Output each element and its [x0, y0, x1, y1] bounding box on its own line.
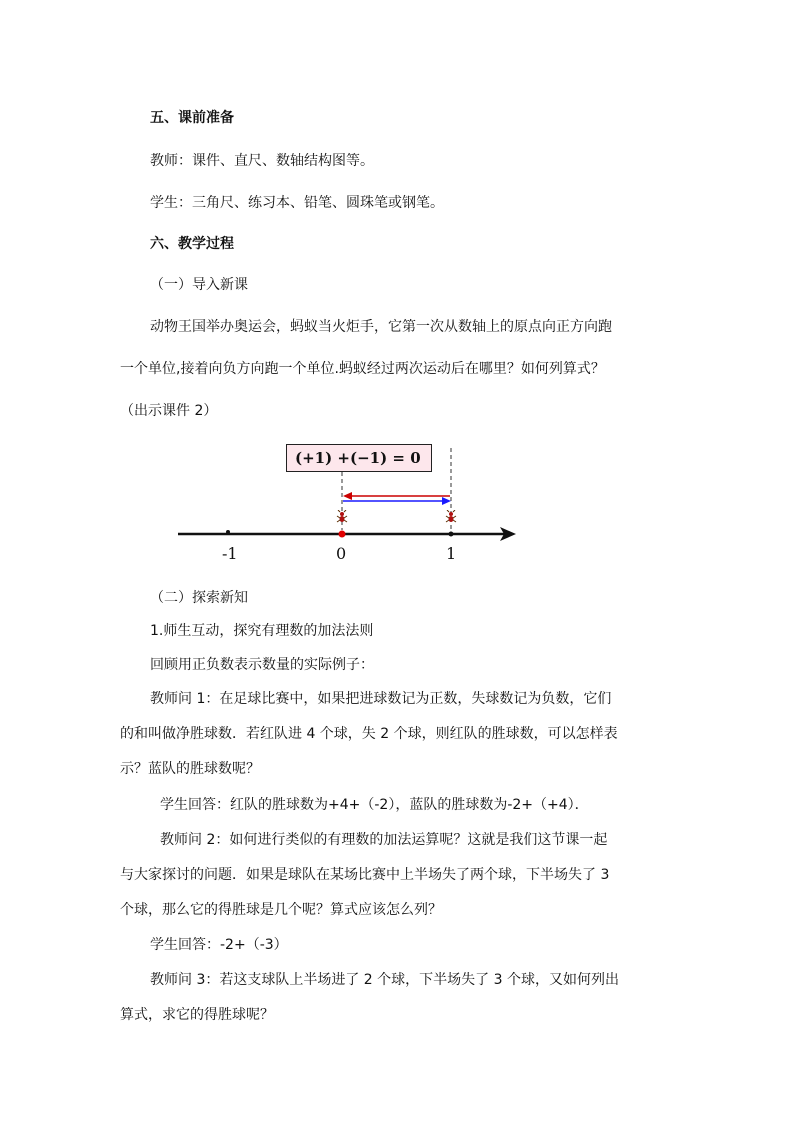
number-line-figure [170, 440, 530, 570]
question-1-line2: 的和叫做净胜球数．若红队进 4 个球，失 2 个球，则红队的胜球数，可以怎样表 [120, 726, 618, 742]
question-3-line1: 教师问 3：若这支球队上半场进了 2 个球，下半场失了 3 个球，又如何列出 [150, 972, 619, 988]
answer-1: 学生回答：红队的胜球数为+4+（-2），蓝队的胜球数为-2+（+4）． [160, 797, 589, 813]
answer-2: 学生回答：-2+（-3） [150, 937, 288, 953]
review-line: 回顾用正负数表示数量的实际例子： [150, 657, 374, 673]
equation-box: (+1) +(−1) = 0 [286, 444, 432, 472]
section5-heading: 五、课前准备 [150, 110, 234, 126]
ant-icon [335, 510, 349, 524]
red-arrow-head [343, 492, 352, 500]
question-2-line3: 个球，那么它的得胜球是几个呢？算式应该怎么列？ [120, 902, 442, 918]
question-1-line1: 教师问 1：在足球比赛中，如果把进球数记为正数，失球数记为负数，它们 [150, 691, 612, 707]
intro-paragraph-line1: 动物王国举办奥运会，蚂蚁当火炬手，它第一次从数轴上的原点向正方向跑 [150, 319, 612, 335]
ant-icon [444, 510, 458, 524]
intro-paragraph-line3: （出示课件 2） [120, 403, 218, 419]
teacher-prep: 教师：课件、直尺、数轴结构图等。 [150, 153, 374, 169]
student-prep: 学生：三角尺、练习本、铅笔、圆珠笔或钢笔。 [150, 195, 444, 211]
section6-heading: 六、教学过程 [150, 236, 234, 252]
item-1-heading: 1.师生互动，探究有理数的加法法则 [150, 623, 374, 639]
question-2-line1: 教师问 2：如何进行类似的有理数的加法运算呢？这就是我们这节课一起 [160, 832, 608, 848]
question-3-line2: 算式，求它的得胜球呢？ [120, 1007, 274, 1023]
tick-label-minus-one: -1 [222, 544, 238, 563]
origin-point [339, 531, 346, 538]
point-minus-one [226, 530, 230, 534]
intro-paragraph-line2: 一个单位,接着向负方向跑一个单位.蚂蚁经过两次运动后在哪里？如何列算式？ [120, 361, 605, 377]
tick-label-zero: 0 [336, 544, 347, 563]
question-2-line2: 与大家探讨的问题．如果是球队在某场比赛中上半场失了两个球，下半场失了 3 [120, 867, 610, 883]
sub-heading-intro: （一）导入新课 [150, 277, 248, 293]
blue-arrow-head [442, 497, 451, 505]
point-one [449, 532, 454, 537]
question-1-line3: 示？蓝队的胜球数呢？ [120, 761, 260, 777]
sub-heading-explore: （二）探索新知 [150, 590, 248, 606]
tick-label-one: 1 [446, 544, 457, 563]
